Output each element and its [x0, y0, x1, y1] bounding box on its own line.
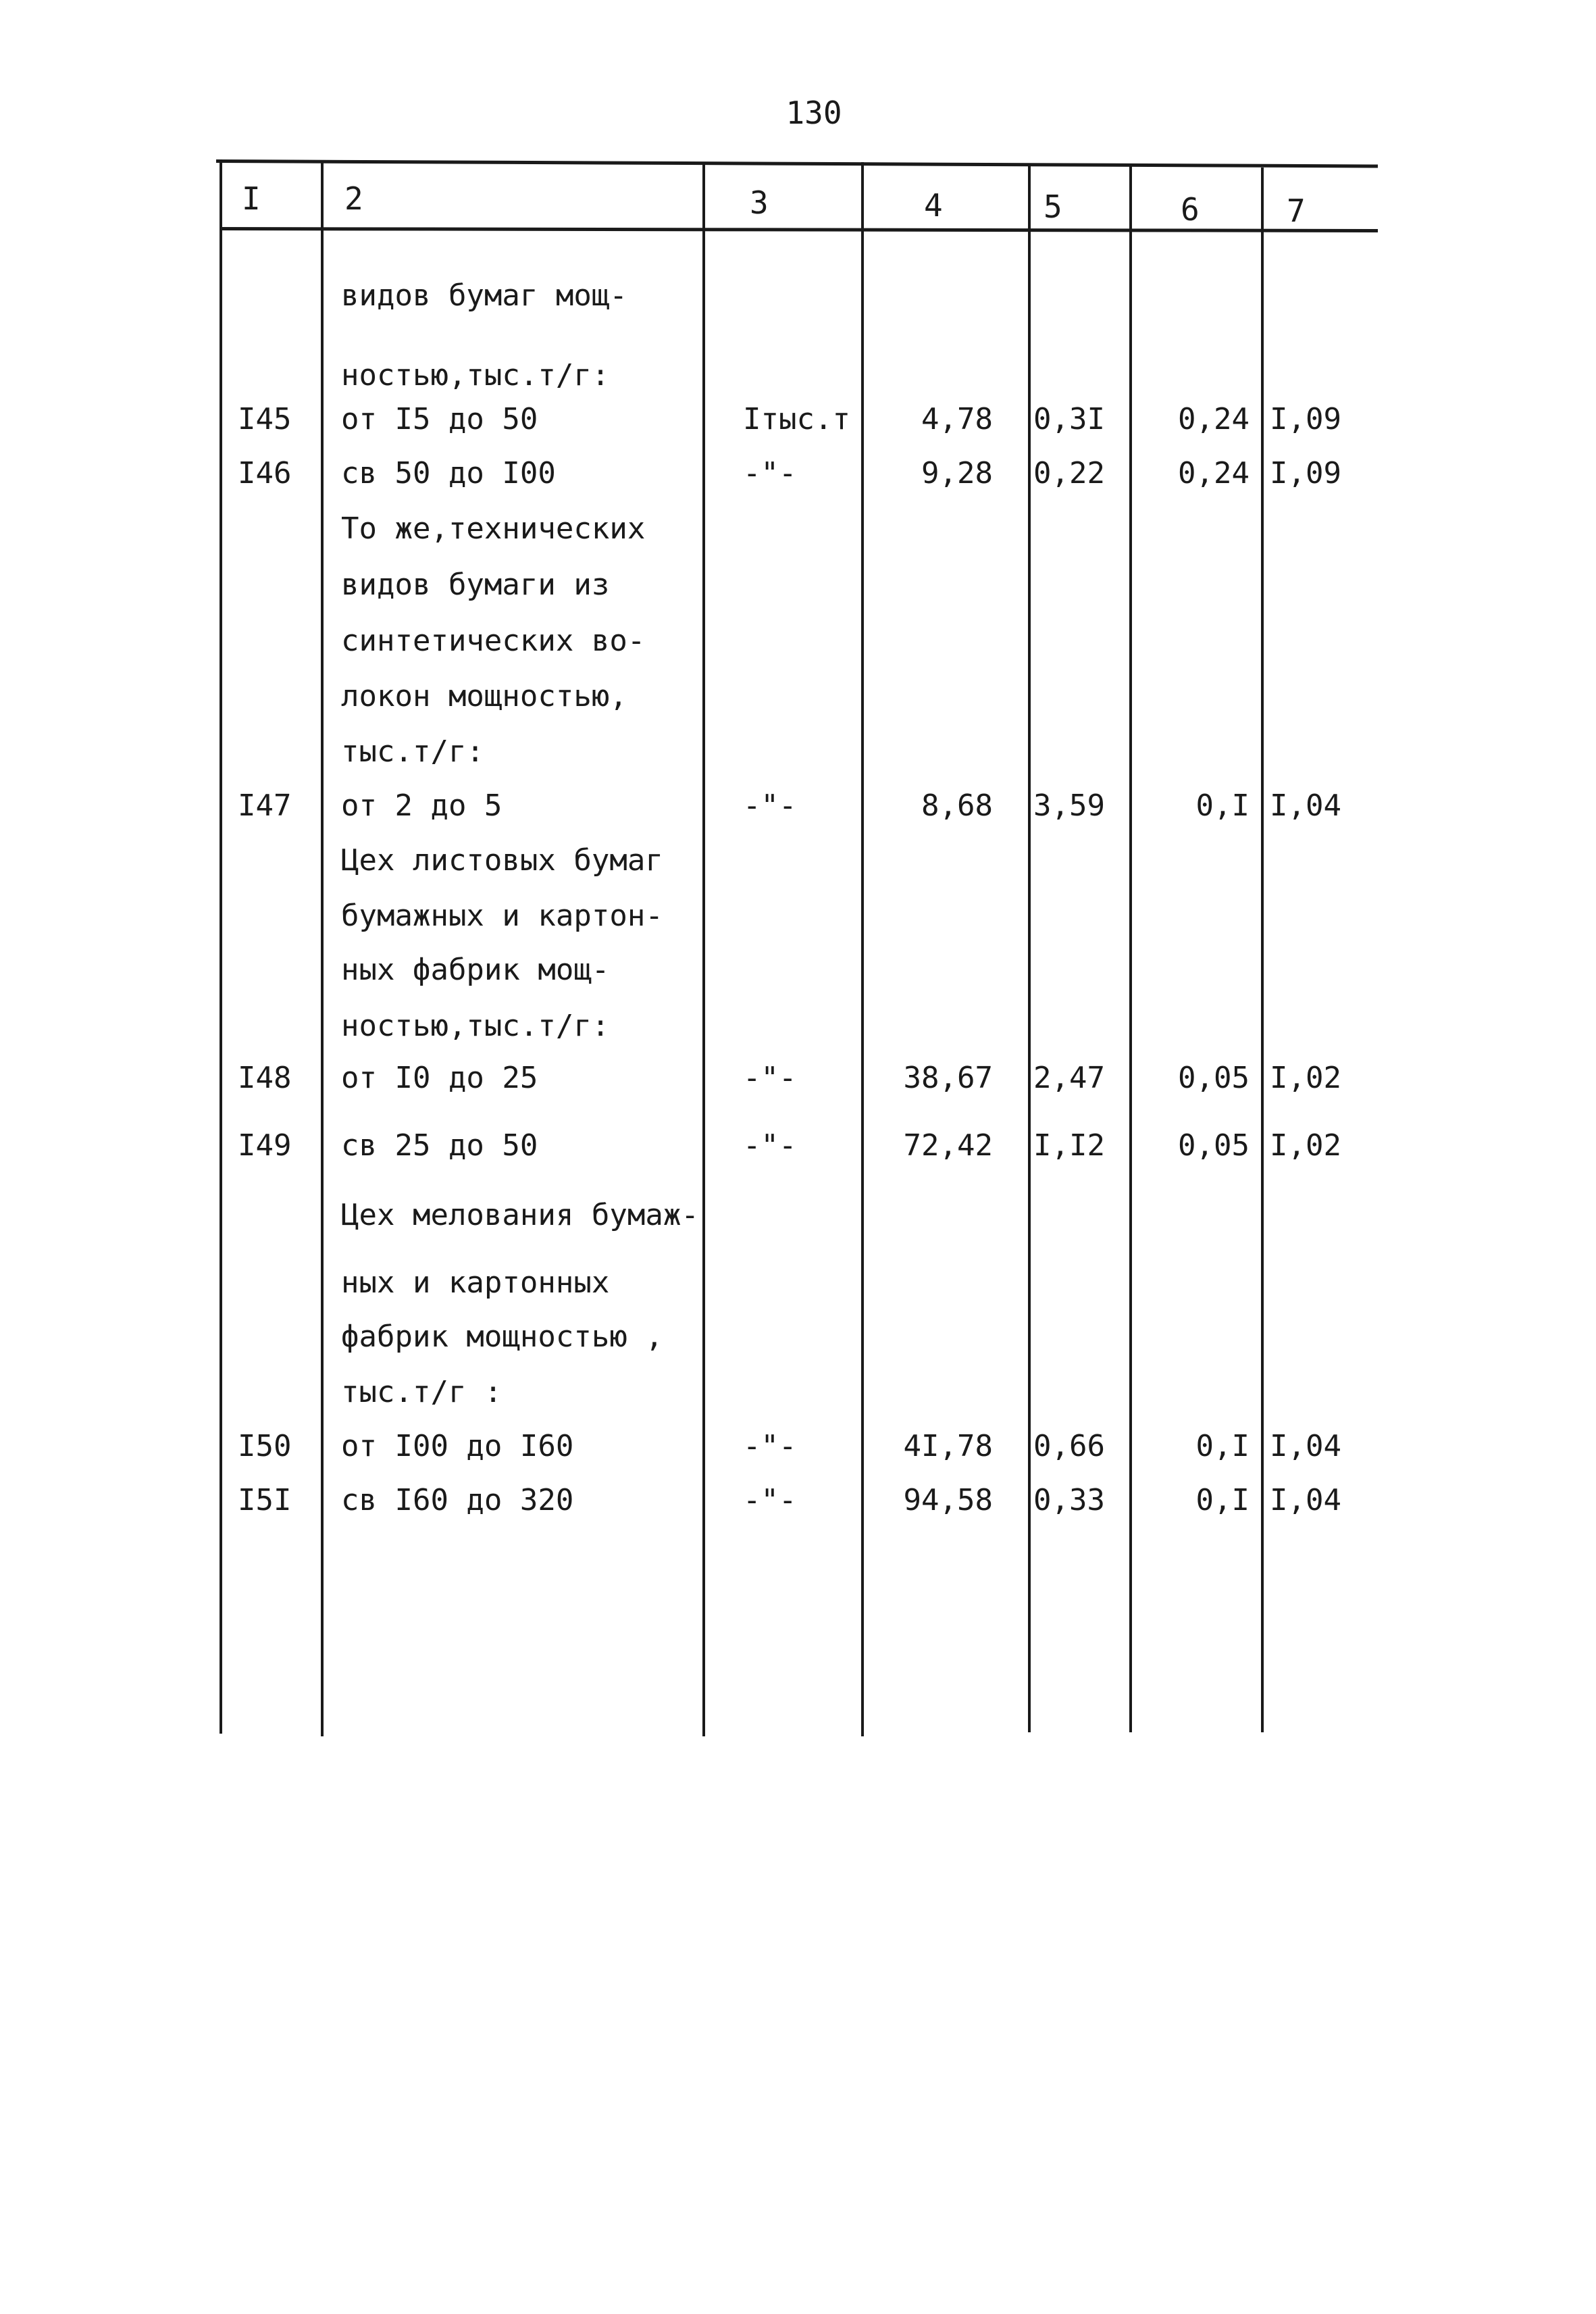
value-col-5-cell: 0,22 [1033, 456, 1105, 491]
table-line [0, 679, 1596, 714]
value-col-5-cell: I,I2 [1033, 1128, 1105, 1163]
value-col-6-cell: 0,I [1195, 788, 1250, 823]
table-row [0, 1429, 1596, 1464]
unit-cell: -"- [743, 1483, 797, 1517]
description-cell: Цех листовых бумаг [341, 843, 663, 878]
value-col-7-cell: I,02 [1270, 1128, 1341, 1163]
unit-cell: -"- [743, 1429, 797, 1463]
value-col-7-cell: I,04 [1270, 788, 1341, 823]
table-line [0, 734, 1596, 770]
description-cell: ностью,тыс.т/г: [341, 1009, 610, 1043]
value-col-7-cell: I,09 [1270, 456, 1341, 491]
description-cell: ностью,тыс.т/г: [341, 358, 610, 393]
header-col-7: 7 [1287, 193, 1306, 229]
value-col-4-cell: 9,28 [921, 456, 993, 491]
header-col-4: 4 [924, 187, 943, 224]
table-row [0, 1128, 1596, 1163]
header-col-2: 2 [344, 180, 363, 217]
table-line [0, 511, 1596, 547]
value-col-6-cell: 0,I [1195, 1483, 1250, 1517]
value-col-7-cell: I,04 [1270, 1429, 1341, 1463]
table-row [0, 456, 1596, 491]
description-cell: от I0 до 25 [341, 1061, 538, 1095]
row-number-cell: I48 [238, 1061, 292, 1095]
table-line [0, 358, 1596, 393]
table-line [0, 1319, 1596, 1355]
value-col-4-cell: 38,67 [903, 1061, 993, 1095]
description-cell: локон мощностью, [341, 679, 627, 713]
description-cell: св 50 до I00 [341, 456, 556, 491]
unit-cell: -"- [743, 456, 797, 491]
table-line [0, 1375, 1596, 1410]
description-cell: тыс.т/г: [341, 734, 484, 769]
description-cell: ных фабрик мощ- [341, 953, 610, 987]
description-cell: бумажных и картон- [341, 899, 663, 933]
row-number-cell: I46 [238, 456, 292, 491]
value-col-4-cell: 4I,78 [903, 1429, 993, 1463]
value-col-6-cell: 0,05 [1178, 1061, 1250, 1095]
description-cell: св 25 до 50 [341, 1128, 538, 1163]
description-cell: То же,технических [341, 511, 646, 546]
value-col-4-cell: 8,68 [921, 788, 993, 823]
table-row [0, 1483, 1596, 1518]
unit-cell: Iтыс.т [743, 402, 850, 436]
table-line [0, 568, 1596, 603]
table-line [0, 1009, 1596, 1044]
description-cell: ных и картонных [341, 1265, 610, 1300]
description-cell: фабрик мощностью , [341, 1319, 663, 1354]
value-col-7-cell: I,02 [1270, 1061, 1341, 1095]
description-cell: св I60 до 320 [341, 1483, 574, 1517]
row-number-cell: I45 [238, 402, 292, 436]
table-line [0, 843, 1596, 878]
table-line [0, 278, 1596, 313]
header-col-3: 3 [750, 184, 769, 221]
table-row [0, 1061, 1596, 1096]
value-col-6-cell: 0,24 [1178, 456, 1250, 491]
value-col-5-cell: 3,59 [1033, 788, 1105, 823]
description-cell: тыс.т/г : [341, 1375, 503, 1409]
value-col-4-cell: 94,58 [903, 1483, 993, 1517]
row-number-cell: I50 [238, 1429, 292, 1463]
unit-cell: -"- [743, 1128, 797, 1163]
description-cell: от I00 до I60 [341, 1429, 574, 1463]
table-top-rule [216, 159, 1378, 168]
description-cell: от I5 до 50 [341, 402, 538, 436]
description-cell: Цех мелования бумаж- [341, 1198, 699, 1232]
value-col-6-cell: 0,24 [1178, 402, 1250, 436]
row-number-cell: I49 [238, 1128, 292, 1163]
table-line [0, 953, 1596, 988]
table-line [0, 1265, 1596, 1301]
header-bottom-rule [220, 227, 1378, 232]
value-col-5-cell: 0,66 [1033, 1429, 1105, 1463]
value-col-5-cell: 0,3I [1033, 402, 1105, 436]
value-col-5-cell: 0,33 [1033, 1483, 1105, 1517]
description-cell: синтетических во- [341, 624, 646, 658]
table-line [0, 624, 1596, 659]
description-cell: от 2 до 5 [341, 788, 503, 823]
value-col-4-cell: 72,42 [903, 1128, 993, 1163]
value-col-6-cell: 0,I [1195, 1429, 1250, 1463]
header-col-5: 5 [1044, 188, 1062, 225]
value-col-5-cell: 2,47 [1033, 1061, 1105, 1095]
page-number: 130 [786, 95, 842, 131]
table-row [0, 788, 1596, 824]
header-col-6: 6 [1181, 191, 1200, 228]
unit-cell: -"- [743, 788, 797, 823]
value-col-4-cell: 4,78 [921, 402, 993, 436]
value-col-7-cell: I,04 [1270, 1483, 1341, 1517]
row-number-cell: I47 [238, 788, 292, 823]
value-col-6-cell: 0,05 [1178, 1128, 1250, 1163]
table-line [0, 899, 1596, 934]
value-col-7-cell: I,09 [1270, 402, 1341, 436]
description-cell: видов бумаг мощ- [341, 278, 627, 313]
header-col-1: I [242, 180, 261, 217]
description-cell: видов бумаги из [341, 568, 610, 602]
row-number-cell: I5I [238, 1483, 292, 1517]
table-row [0, 402, 1596, 437]
unit-cell: -"- [743, 1061, 797, 1095]
table-line [0, 1198, 1596, 1233]
